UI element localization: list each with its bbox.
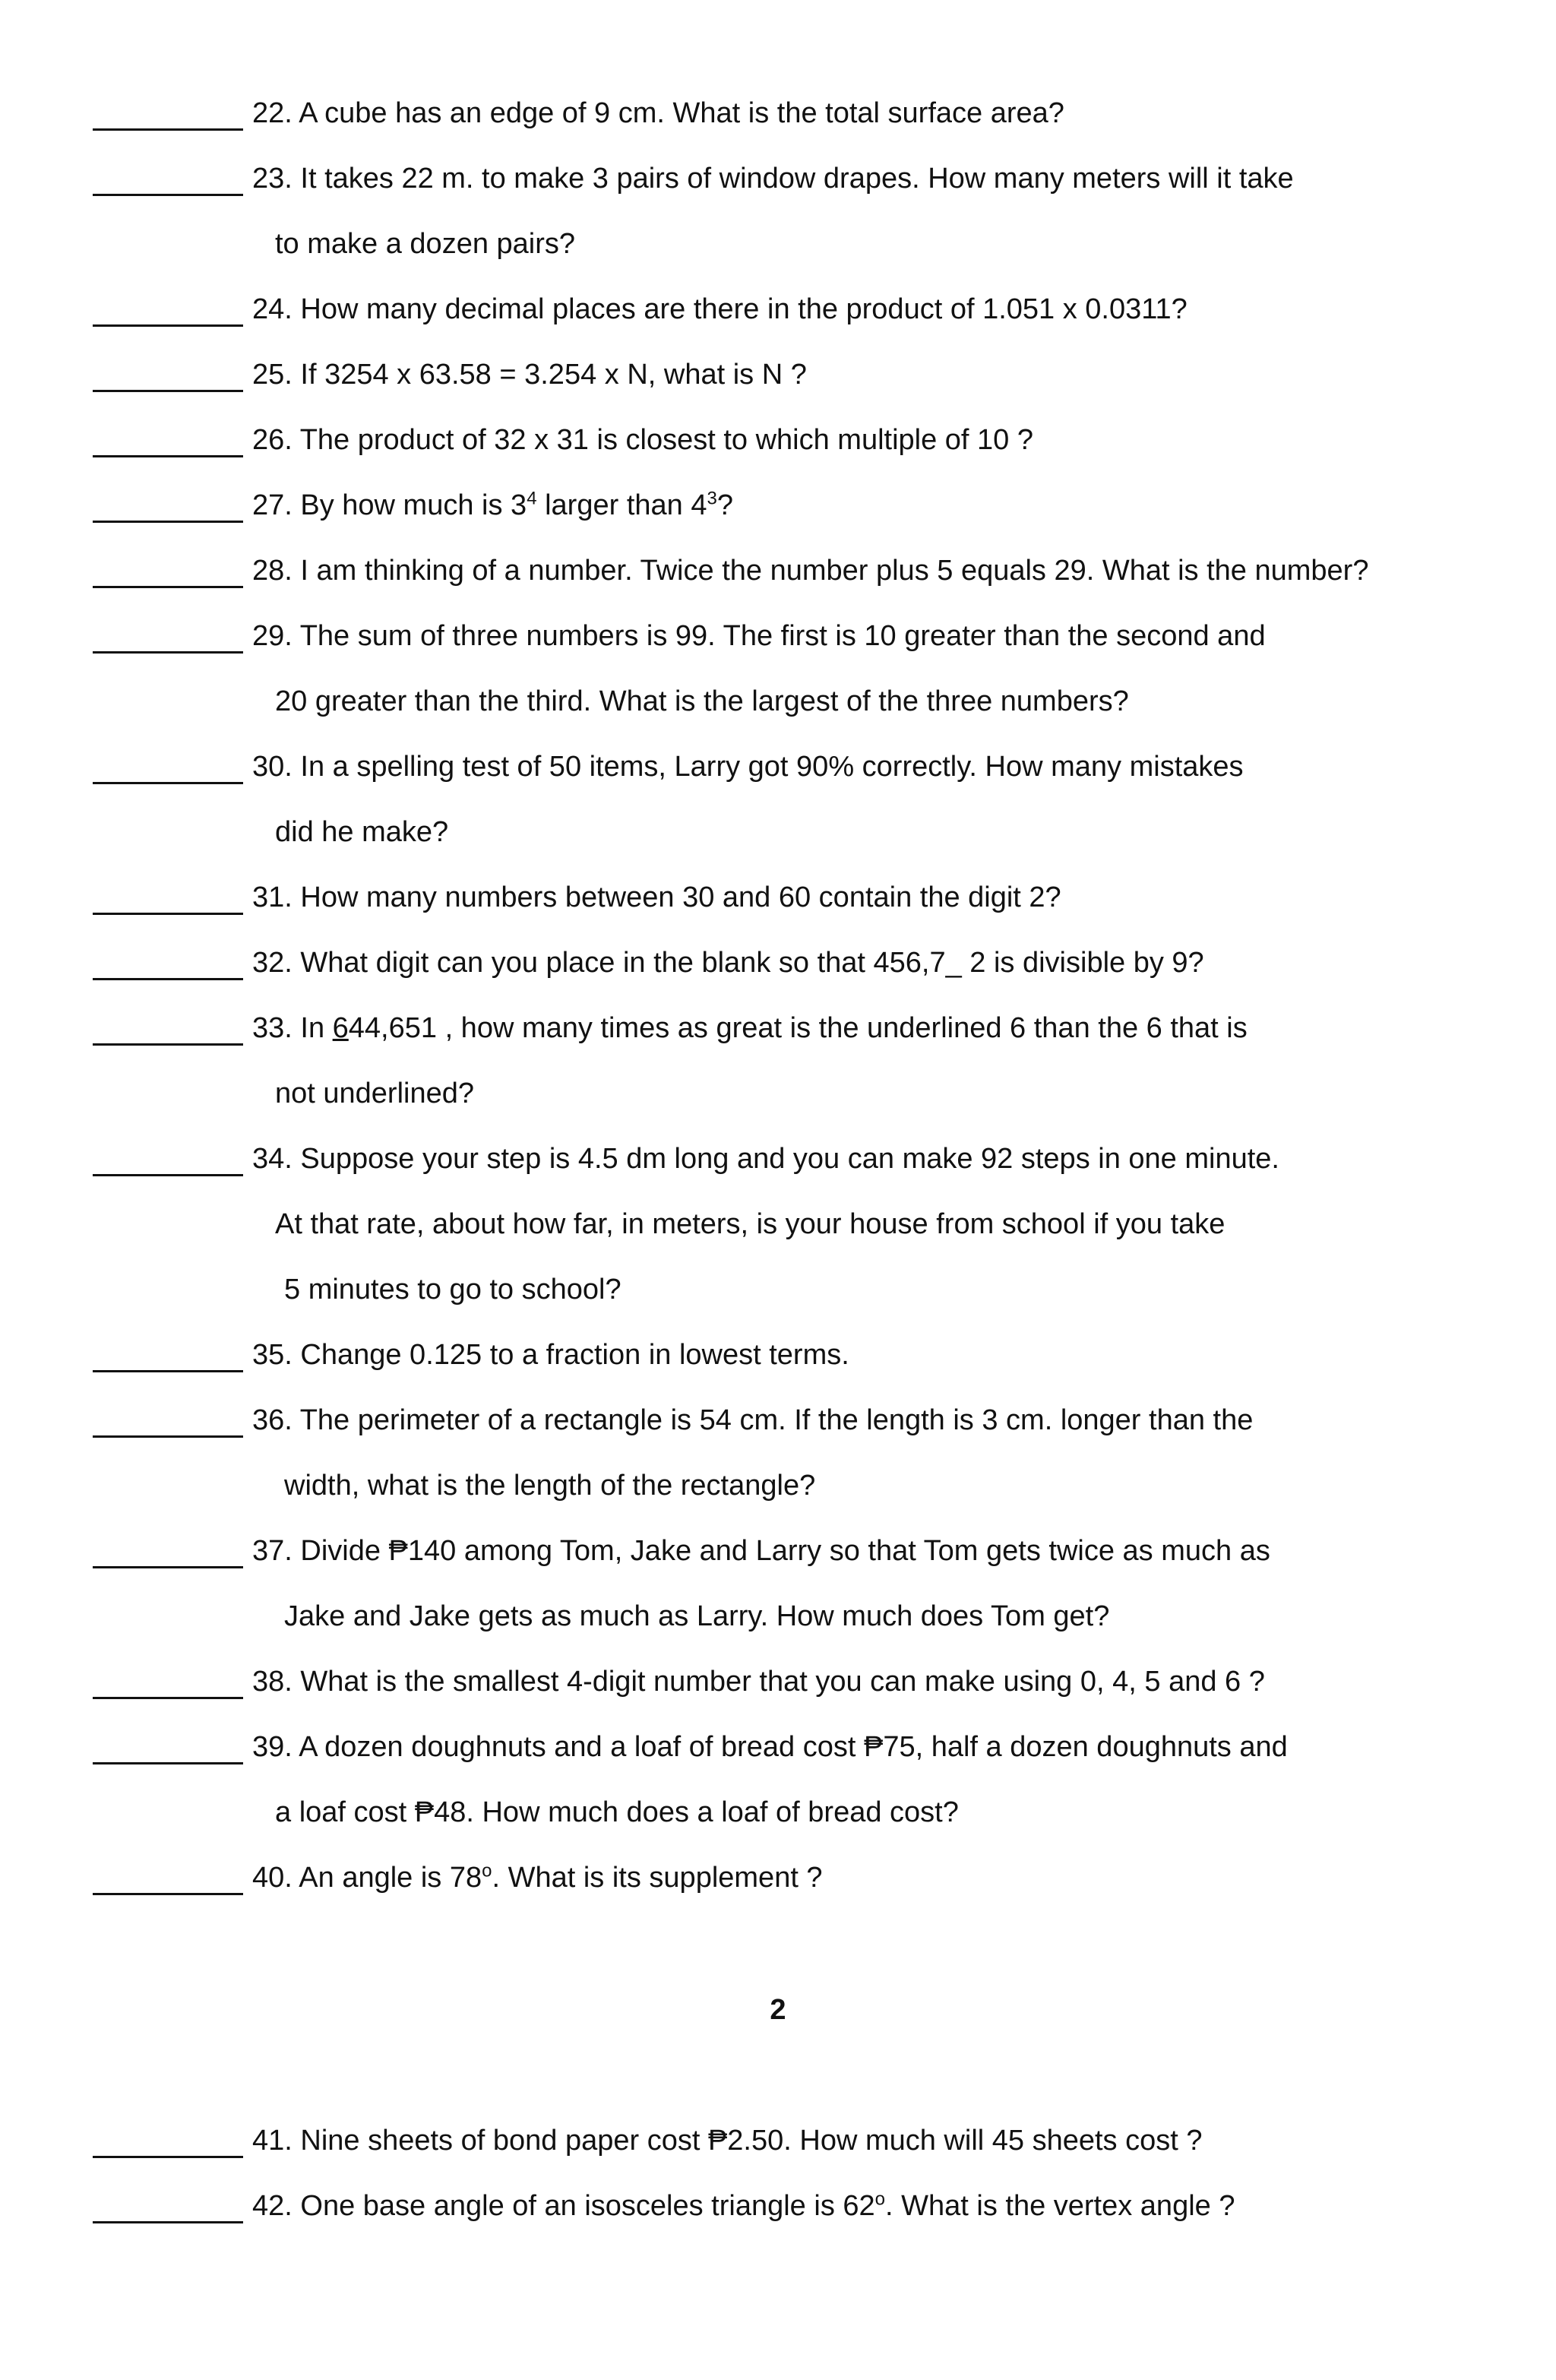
question-text: 28. I am thinking of a number. Twice the number plus 5 equals 29. What is the number? [252, 555, 1369, 587]
question-text: 41. Nine sheets of bond paper cost ₱2.50. How much will 45 sheets cost ? [252, 2125, 1203, 2157]
degree-symbol: o [874, 2189, 886, 2210]
question-23 [93, 150, 1294, 196]
question-35 [93, 1327, 849, 1372]
question-30 [93, 739, 1244, 784]
question-continuation: a loaf cost ₱48. How much does a loaf of bread cost? [275, 1796, 959, 1828]
page-number: 2 [770, 1994, 786, 2026]
answer-blank[interactable] [93, 1405, 243, 1438]
degree-symbol: o [482, 1860, 492, 1882]
answer-blank[interactable] [93, 98, 243, 131]
exponent: 4 [527, 488, 537, 509]
question-text: 40. An angle is 78$^o$. What is its supplement ? [252, 1860, 823, 1894]
question-text: 42. One base angle of an isosceles triangle is 62$^o$. What is the vertex angle ? [252, 2189, 1235, 2222]
question-text: 33. In 644,651 , how many times as great is the underlined 6 than the 6 that is [252, 1012, 1248, 1044]
question-text: 35. Change 0.125 to a fraction in lowest terms. [252, 1339, 849, 1371]
answer-blank[interactable] [93, 1536, 243, 1568]
question-25 [93, 347, 807, 392]
question-text: 31. How many numbers between 30 and 60 contain the digit 2? [252, 881, 1061, 913]
question-text: 39. A dozen doughnuts and a loaf of bread cost ₱75, half a dozen doughnuts and [252, 1731, 1288, 1763]
question-continuation: Jake and Jake gets as much as Larry. How much does Tom get? [284, 1600, 1110, 1632]
question-continuation: 5 minutes to go to school? [284, 1274, 621, 1306]
answer-blank[interactable] [93, 1863, 243, 1895]
answer-blank[interactable] [93, 882, 243, 915]
question-42 [93, 2178, 1235, 2223]
question-text: 22. A cube has an edge of 9 cm. What is the total surface area? [252, 97, 1064, 129]
question-37 [93, 1523, 1270, 1568]
answer-blank[interactable] [93, 1013, 243, 1046]
question-text: 36. The perimeter of a rectangle is 54 cm. If the length is 3 cm. longer than the [252, 1404, 1254, 1436]
question-26 [93, 412, 1033, 457]
answer-blank[interactable] [93, 2125, 243, 2158]
question-32 [93, 935, 1204, 980]
question-36 [93, 1392, 1253, 1438]
question-continuation: At that rate, about how far, in meters, is your house from school if you take [275, 1208, 1226, 1240]
question-text: 32. What digit can you place in the blank so that 456,7_ 2 is divisible by 9? [252, 947, 1204, 979]
question-24 [93, 281, 1188, 327]
answer-blank[interactable] [93, 425, 243, 457]
question-continuation: did he make? [275, 816, 449, 848]
question-continuation: width, what is the length of the rectangle? [284, 1470, 816, 1502]
exponent: 3 [707, 488, 717, 509]
question-39 [93, 1719, 1288, 1764]
answer-blank[interactable] [93, 2191, 243, 2223]
answer-blank[interactable] [93, 948, 243, 980]
question-text: 38. What is the smallest 4-digit number that you can make using 0, 4, 5 and 6 ? [252, 1666, 1265, 1698]
question-text: 29. The sum of three numbers is 99. The first is 10 greater than the second and [252, 620, 1266, 652]
question-continuation: 20 greater than the third. What is the largest of the three numbers? [275, 685, 1129, 717]
underlined-digit: 6 [332, 1012, 349, 1044]
question-text: 37. Divide ₱140 among Tom, Jake and Larry so that Tom gets twice as much as [252, 1535, 1270, 1567]
question-text: 27. By how much is $3^4$ larger than $4^3$? [252, 488, 733, 521]
question-text: 24. How many decimal places are there in the product of 1.051 x 0.0311? [252, 293, 1188, 325]
question-continuation: to make a dozen pairs? [275, 228, 576, 260]
answer-blank[interactable] [93, 1732, 243, 1764]
answer-blank[interactable] [93, 1144, 243, 1176]
question-33 [93, 1000, 1248, 1046]
question-text: 26. The product of 32 x 31 is closest to which multiple of 10 ? [252, 424, 1033, 456]
answer-blank[interactable] [93, 555, 243, 588]
question-text: 23. It takes 22 m. to make 3 pairs of window drapes. How many meters will it take [252, 163, 1294, 195]
answer-blank[interactable] [93, 621, 243, 654]
answer-blank[interactable] [93, 1666, 243, 1699]
question-41 [93, 2113, 1202, 2158]
question-27 [93, 477, 733, 523]
question-22 [93, 85, 1064, 131]
answer-blank[interactable] [93, 490, 243, 523]
question-text: 30. In a spelling test of 50 items, Larry got 90% correctly. How many mistakes [252, 751, 1244, 783]
answer-blank[interactable] [93, 752, 243, 784]
question-28 [93, 543, 1368, 588]
answer-blank[interactable] [93, 1340, 243, 1372]
question-31 [93, 869, 1061, 915]
question-29 [93, 608, 1266, 654]
question-34 [93, 1131, 1279, 1176]
answer-blank[interactable] [93, 294, 243, 327]
question-40 [93, 1850, 823, 1895]
answer-blank[interactable] [93, 359, 243, 392]
question-text: 25. If 3254 x 63.58 = 3.254 x N, what is N ? [252, 359, 807, 391]
question-38 [93, 1654, 1265, 1699]
question-text: 34. Suppose your step is 4.5 dm long and you can make 92 steps in one minute. [252, 1143, 1279, 1175]
answer-blank[interactable] [93, 163, 243, 196]
question-continuation: not underlined? [275, 1078, 474, 1109]
